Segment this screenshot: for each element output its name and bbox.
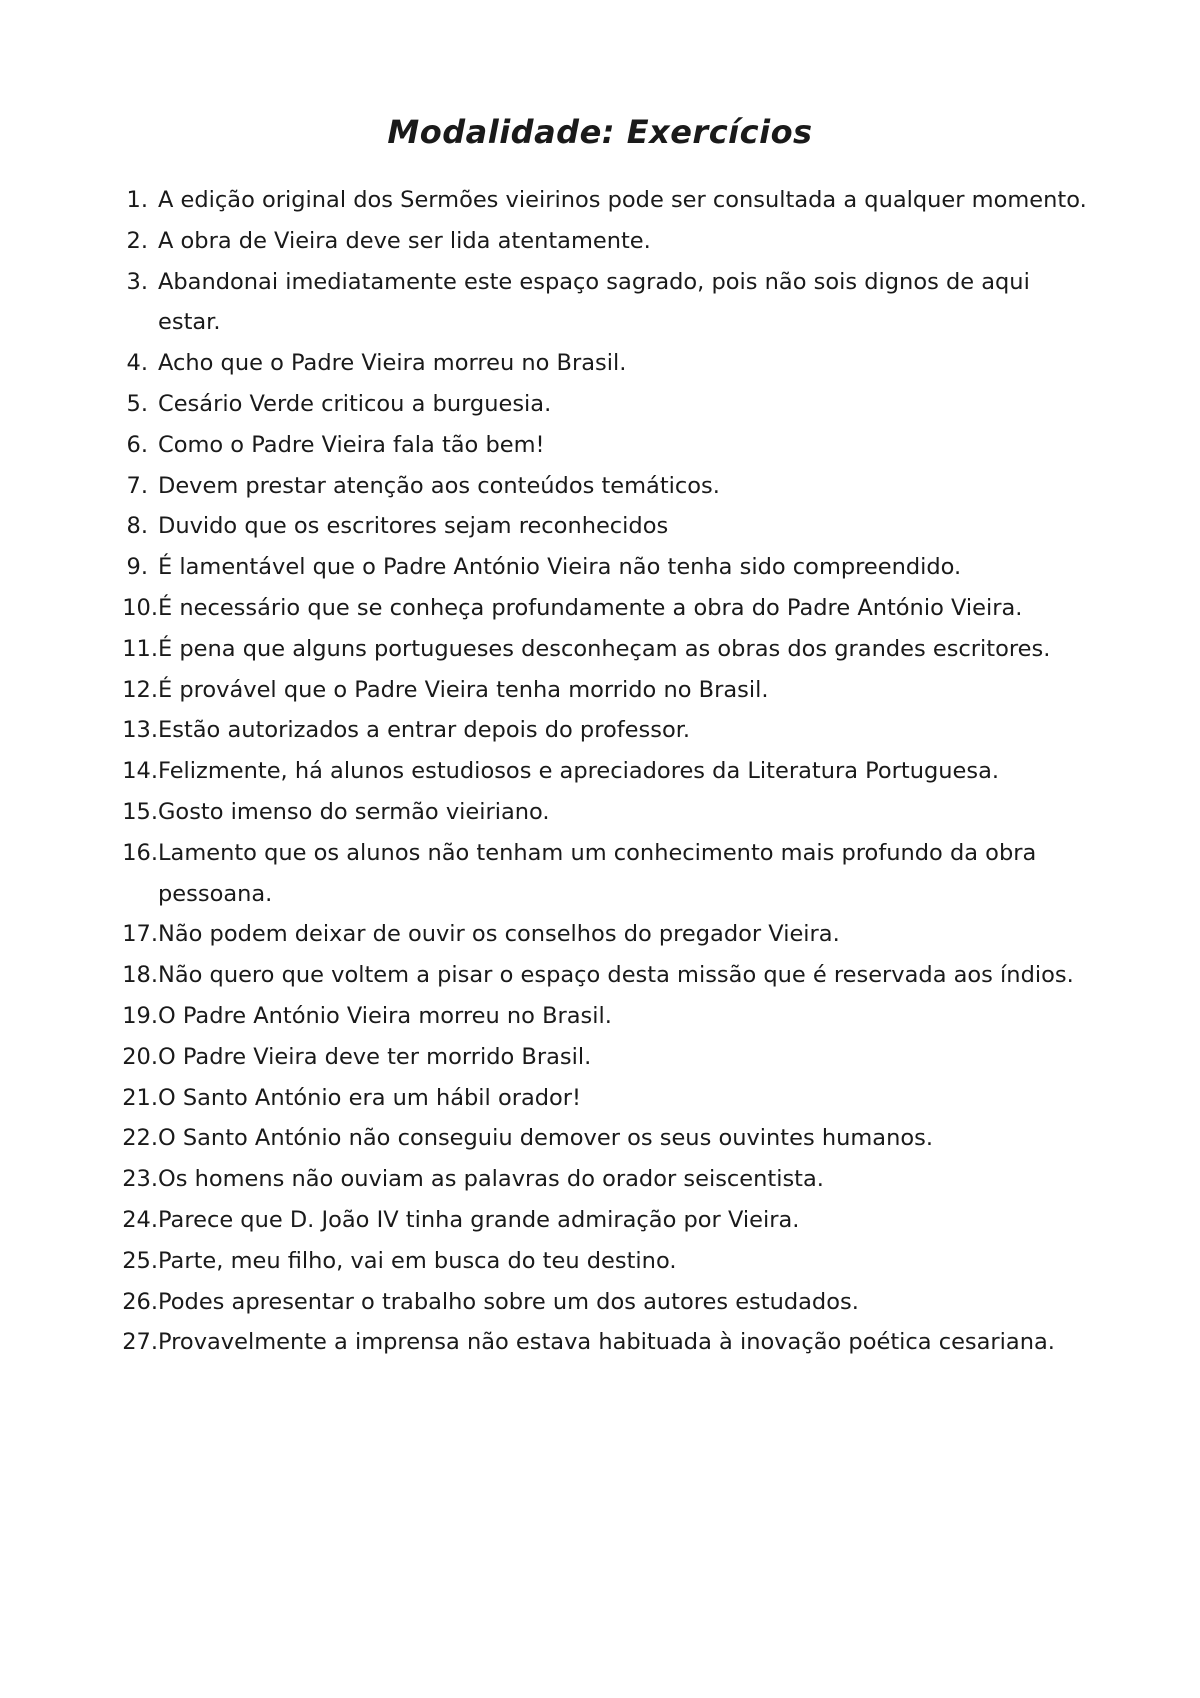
list-item — [108, 710, 1088, 751]
list-item — [108, 996, 1088, 1037]
list-item — [108, 914, 1088, 955]
list-item — [108, 1200, 1088, 1241]
list-item-text: Estão autorizados a entrar depois do professor. — [158, 717, 691, 744]
list-item-number: 13. — [122, 717, 158, 744]
list-item-number: 3. — [126, 268, 148, 295]
list-item-number: 2. — [126, 227, 148, 254]
list-item — [108, 1118, 1088, 1159]
list-item — [108, 425, 1088, 466]
list-item-text: Não quero que voltem a pisar o espaço desta missão que é reservada aos índios. — [158, 962, 1074, 989]
list-item-number: 6. — [126, 431, 148, 458]
list-item-number: 22. — [122, 1125, 158, 1152]
list-item-number: 15. — [122, 798, 158, 825]
list-item — [108, 792, 1088, 833]
list-item — [108, 506, 1088, 547]
list-item-text: Parte, meu filho, vai em busca do teu destino. — [158, 1247, 677, 1274]
list-item — [108, 955, 1088, 996]
list-item-text: Provavelmente a imprensa não estava habituada à inovação poética cesariana. — [158, 1329, 1055, 1356]
list-item — [108, 343, 1088, 384]
list-item-text: Cesário Verde criticou a burguesia. — [158, 390, 552, 417]
list-item-number: 1. — [126, 187, 148, 213]
list-item-number: 4. — [126, 350, 148, 377]
list-item — [108, 1037, 1088, 1078]
list-item-number: 18. — [122, 962, 158, 989]
list-item-text: O Padre Vieira deve ter morrido Brasil. — [158, 1043, 592, 1070]
list-item-text: É pena que alguns portugueses desconheçam as obras dos grandes escritores. — [158, 635, 1051, 662]
list-item — [108, 221, 1088, 262]
list-item — [108, 262, 1088, 344]
list-item-number: 17. — [122, 921, 158, 948]
list-item — [108, 1159, 1088, 1200]
list-item-text: Podes apresentar o trabalho sobre um dos autores estudados. — [158, 1288, 859, 1315]
list-item — [108, 1241, 1088, 1282]
list-item — [108, 547, 1088, 588]
list-item-text: Como o Padre Vieira fala tão bem! — [158, 431, 545, 458]
list-item-number: 5. — [126, 390, 148, 417]
list-item — [108, 180, 1088, 221]
list-item — [108, 466, 1088, 507]
list-item-text: Não podem deixar de ouvir os conselhos do pregador Vieira. — [158, 921, 840, 948]
list-item-number: 7. — [126, 472, 148, 499]
exercise-list — [108, 180, 1088, 1363]
list-item — [108, 1078, 1088, 1119]
list-item-number: 9. — [126, 554, 148, 581]
list-item-number: 19. — [122, 1002, 158, 1029]
list-item-text: Lamento que os alunos não tenham um conhecimento mais profundo da obra pessoana. — [158, 839, 1037, 907]
list-item-number: 23. — [122, 1166, 158, 1193]
list-item-number: 11. — [122, 635, 158, 662]
list-item — [108, 629, 1088, 670]
list-item-text: O Santo António era um hábil orador! — [158, 1084, 582, 1111]
list-item-text: Gosto imenso do sermão vieiriano. — [158, 798, 550, 825]
page-title: Modalidade: Exercícios — [387, 113, 813, 151]
list-item — [108, 384, 1088, 425]
list-item-text: Felizmente, há alunos estudiosos e apreciadores da Literatura Portuguesa. — [158, 758, 1000, 785]
list-item — [108, 1322, 1088, 1363]
list-item-number: 27. — [122, 1329, 158, 1356]
list-item-text: Os homens não ouviam as palavras do orador seiscentista. — [158, 1166, 824, 1193]
list-item-text: O Santo António não conseguiu demover os seus ouvintes humanos. — [158, 1125, 933, 1152]
list-item — [108, 670, 1088, 711]
list-item-text: É lamentável que o Padre António Vieira não tenha sido compreendido. — [158, 554, 962, 581]
list-item-text: Parece que D. João IV tinha grande admiração por Vieira. — [158, 1206, 800, 1233]
list-item-number: 24. — [122, 1206, 158, 1233]
list-item-number: 12. — [122, 676, 158, 703]
list-item-text: É necessário que se conheça profundamente a obra do Padre António Vieira. — [158, 594, 1023, 621]
list-item-text: Devem prestar atenção aos conteúdos temáticos. — [158, 472, 720, 499]
list-item-number: 26. — [122, 1288, 158, 1315]
list-item — [108, 833, 1088, 915]
list-item — [108, 751, 1088, 792]
list-item — [108, 1282, 1088, 1323]
list-item-number: 25. — [122, 1247, 158, 1274]
list-item-text: A obra de Vieira deve ser lida atentamente. — [158, 227, 651, 254]
list-item-number: 21. — [122, 1084, 158, 1111]
list-item-number: 8. — [126, 513, 148, 540]
list-item-text: Acho que o Padre Vieira morreu no Brasil. — [158, 350, 627, 377]
list-item-text: A edição original dos Sermões vieirinos pode ser consultada a qualquer momento. — [158, 187, 1087, 213]
list-item-number: 16. — [122, 839, 158, 866]
list-item-number: 20. — [122, 1043, 158, 1070]
list-item-text: É provável que o Padre Vieira tenha morrido no Brasil. — [158, 676, 769, 703]
list-item-text: Abandonai imediatamente este espaço sagrado, pois não sois dignos de aqui estar. — [158, 268, 1030, 336]
list-item — [108, 588, 1088, 629]
list-item-text: O Padre António Vieira morreu no Brasil. — [158, 1002, 612, 1029]
list-item-number: 10. — [122, 594, 158, 621]
list-item-text: Duvido que os escritores sejam reconhecidos — [158, 513, 669, 540]
list-item-number: 14. — [122, 758, 158, 785]
